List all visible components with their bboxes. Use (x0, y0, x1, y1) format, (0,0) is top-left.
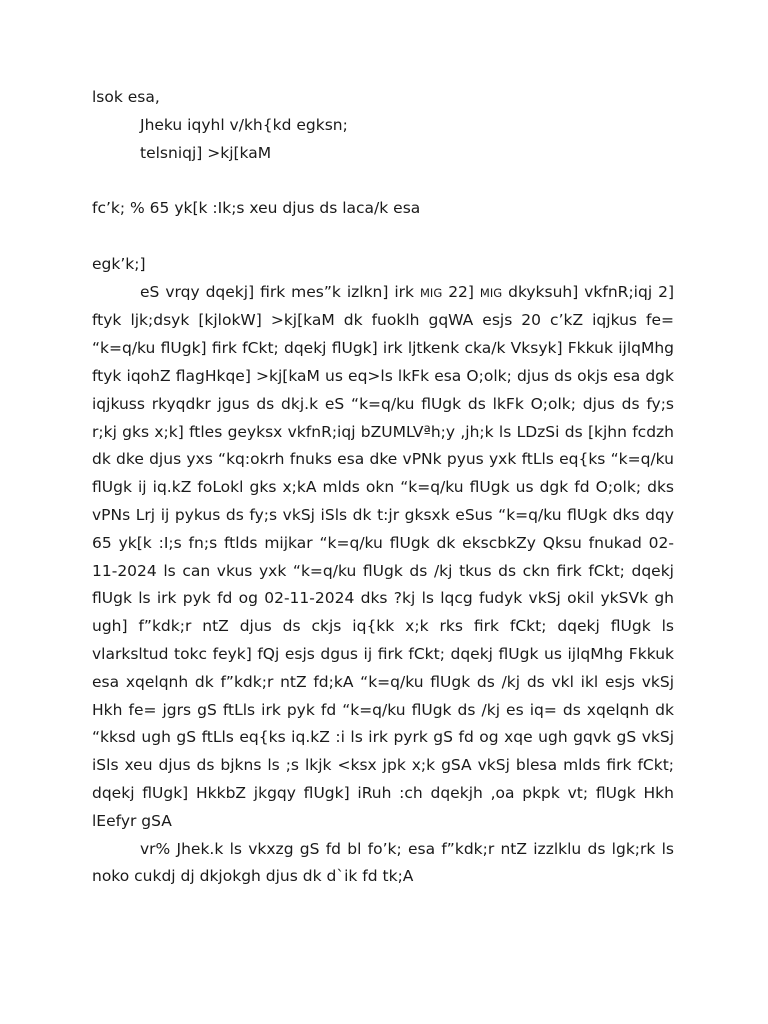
subject-line: fc’k; % 65 yk[k :Ik;s xeu djus ds laca/k esa (92, 199, 421, 218)
letter-page (92, 84, 674, 891)
spacer (92, 167, 674, 195)
body-paragraph-2 (92, 836, 674, 892)
body-p1-mig-1: MIG (420, 285, 443, 300)
body-p1-mig-2: MIG (479, 285, 503, 300)
address-line-2: Jheku iqyhl v/kh{kd egksn; (140, 115, 348, 134)
address-line-1: lsok esa, (92, 88, 160, 106)
body-p1-part1: eS vrqy dqekj] firk mes”k izlkn] irk (140, 282, 420, 301)
body-p1-part3: dkyksuh] vkfnR;iqj 2] ftyk ljk;dsyk [kjlokW] >kj[kaM dk fuoklh gqWA esjs 20 c’kZ iqjkus fe= “k=q/ku flUgk] firk fCkt; dqekj flUgk] irk ljtkenk cka/k Vksyk] Fkkuk ijlqMhg ftyk iqohZ flagHkqe] >kj[kaM us eq>ls lkFk esa O;olk; djus ds okjs esa dgk iqjkuss rkyqdkr jgus ds dkj.k eS “k=q/ku flUgk ds lkFk O;olk; djus ds fy;s r;kj gks x;k] ftles geyksx vkfnR;iqj bZUMLVªh;y ,jh;k ls LDzSi ds [kjhn fcdzh dk dke djus yxs “kq:okrh fnuks esa dke vPNk pyus yxk ftLls eq{ks “k=q/ku flUgk ij iq.kZ foLokl gks x;kA mlds okn “k=q/ku flUgk us dgk fd O;olk; dks vPNs Lrj ij pykus ds fy;s vkSj iSls dk t:jr gksxk eSus “k=q/ku flUgk dks dqy 65 yk[k :I;s fn;s ftlds mijkar “k=q/ku flUgk dk ekscbkZy Qksu fnukad 02-11-2024 ls can vkus yxk “k=q/ku flUgk ds /kj tkus ds ckn firk fCkt; dqekj flUgk ls irk pyk fd og 02-11-2024 dks ?kj ls lqcg fudyk vkSj okil ykSVk gh ugh] f”kdk;r ntZ djus ds ckjs iq{kk x;k rks firk fCkt; dqekj flUgk ls vlarksltud tokc feyk] fQj esjs dgus ij firk fCkt; dqekj flUgk us ijlqMhg Fkkuk esa xqelqnh dk f”kdk;r ntZ fd;kA “k=q/ku flUgk ds /kj ds vkl ikl esjs vkSj Hkh fe= jgrs gS ftLls irk pyk fd “k=q/ku flUgk ds /kj es iq= ds xqelqnh dk “kksd ugh gS ftLls eq{ks iq.kZ :i ls irk pyrk gS fd og xqe ugh gqvk gS vkSj iSls xeu djus ds bjkns ls ;s lkjk <ksx jpk x;k gSA vkSj blesa mlds firk fCkt; dqekj flUgk] HkkbZ jkgqy flUgk] iRuh :ch dqekjh ,oa pkpk vt; flUgk Hkh lEefyr gSA (92, 282, 674, 830)
body-p2-text: vr% Jhek.k ls vkxzg gS fd bl fo’k; esa f”kdk;r ntZ izzlklu ds lgk;rk ls noko cukdj dj dkjokgh djus dk d`ik fd tk;A (92, 839, 674, 886)
body-paragraph-1 (92, 279, 674, 836)
salutation: egk’k;] (92, 254, 146, 273)
spacer (92, 223, 674, 251)
body-p1-part2: 22] (442, 282, 480, 301)
address-line-3: telsniqj] >kj[kaM (140, 143, 272, 162)
